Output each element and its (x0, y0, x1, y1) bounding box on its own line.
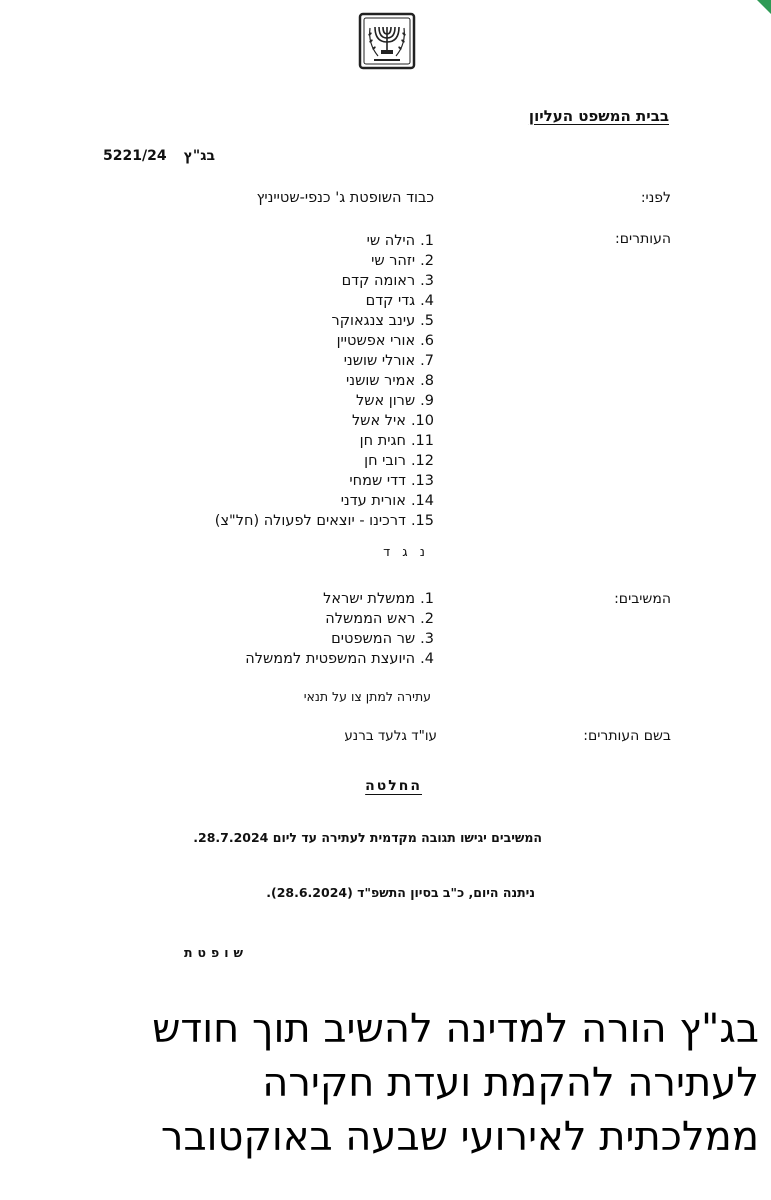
caption-line: לעתירה להקמת ועדת חקירה (262, 1060, 759, 1106)
list-item: 8.אמיר שושני (346, 373, 434, 389)
list-item: 3.ראומה קדם (341, 273, 434, 289)
list-item: 3.שר המשפטים (331, 631, 434, 647)
caption-line: בג"ץ הורה למדינה להשיב תוך חודש (152, 1006, 759, 1052)
caption-line: ממלכתית לאירועי שבעה באוקטובר (160, 1114, 759, 1160)
list-item: 11.חגית חן (359, 433, 434, 449)
corner-accent (757, 0, 771, 14)
before-label: לפני: (640, 190, 671, 206)
headline-caption (9, 1002, 759, 1164)
petition-type: עתירה למתן צו על תנאי (303, 689, 431, 704)
list-item: 10.איל אשל (351, 413, 434, 429)
list-item: 1.הילה שי (366, 233, 434, 249)
list-item: 14.אורית עדני (340, 493, 434, 509)
list-item: 13.דדי שמחי (349, 473, 434, 489)
list-item: 9.שרון אשל (355, 393, 434, 409)
respondents-list (245, 589, 434, 669)
list-item: 2.ראש הממשלה (325, 611, 434, 627)
decision-text: המשיבים יגישו תגובה מקדמית לעתירה עד ליום 28.7.2024. (193, 830, 542, 845)
counsel-label: בשם העותרים: (583, 728, 671, 744)
list-item: 4.גדי קדם (365, 293, 434, 309)
versus-label: נ ג ד (383, 545, 429, 560)
respondents-label: המשיבים: (614, 591, 671, 607)
court-name: בבית המשפט העליון (528, 107, 669, 125)
list-item: 6.אורי אפשטיין (336, 333, 434, 349)
list-item: 7.אורלי שושני (343, 353, 434, 369)
case-type-label: בג"ץ (183, 148, 215, 164)
list-item: 4.היועצת המשפטית לממשלה (245, 651, 434, 667)
case-number: 5221/24 (103, 148, 167, 164)
petitioners-list (215, 231, 434, 531)
list-item: 15.דרכינו - יוצאים לפעולה (חל"צ) (214, 513, 434, 529)
counsel-name: עו"ד גלעד ברנע (344, 728, 437, 744)
state-emblem-icon (358, 12, 416, 70)
given-date: ניתנה היום, כ"ב בסיון התשפ"ד (28.6.2024). (266, 885, 535, 900)
list-item: 1.ממשלת ישראל (323, 591, 434, 607)
list-item: 12.רובי חן (364, 453, 434, 469)
petitioners-label: העותרים: (615, 231, 671, 247)
decision-title: החלטה (365, 778, 422, 794)
judge-name: כבוד השופטת ג' כנפי-שטייניץ (256, 190, 434, 206)
list-item: 5.עינב צנגאוקר (331, 313, 434, 329)
judge-signature: שופטת (183, 945, 248, 960)
list-item: 2.יזהר שי (371, 253, 434, 269)
